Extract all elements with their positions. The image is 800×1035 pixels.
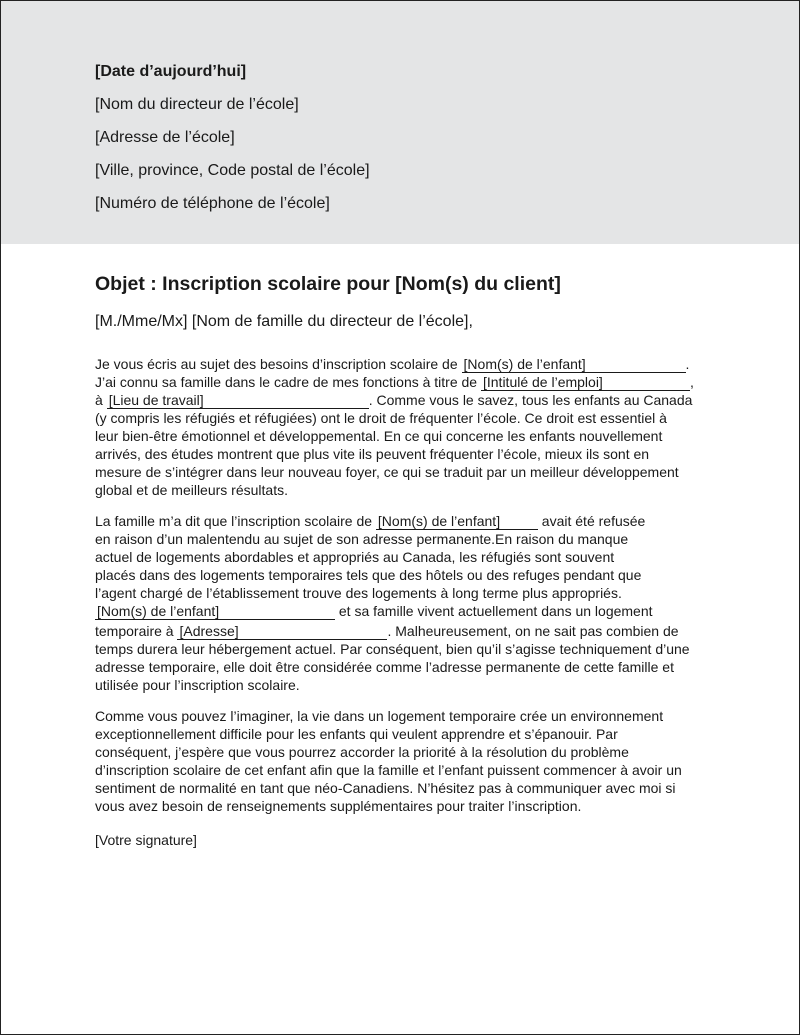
p2-line-4: placés dans des logements temporaires tels que des hôtels ou des refuges pendant que — [95, 567, 642, 583]
text: . — [685, 356, 690, 372]
p1-line-8: global et de meilleurs résultats. — [95, 482, 288, 498]
school-city-line: [Ville, province, Code postal de l’école] — [95, 162, 370, 179]
child-name-field[interactable]: [Nom(s) de l’enfant] — [462, 357, 686, 373]
job-title-field[interactable]: [Intitulé de l’emploi] — [481, 375, 690, 391]
child-name-field-3[interactable]: [Nom(s) de l’enfant] — [95, 604, 335, 620]
p2-line-8: temps durera leur hébergement actuel. Par conséquent, bien qu’il s’agisse techniquement d’une — [95, 641, 690, 657]
p2-line-5: l’agent chargé de l’établissement trouve des logements à long terme plus appropriés. — [95, 585, 622, 601]
p1-line-3 — [95, 391, 692, 409]
subject-heading: Objet : Inscription scolaire pour [Nom(s) du client] — [95, 273, 561, 295]
p1-line-2 — [95, 373, 694, 391]
p3-line-4: d’inscription scolaire de cet enfant afin que la famille et l’enfant puissent commencer à avoir un — [95, 762, 682, 778]
address-field[interactable]: [Adresse] — [177, 624, 387, 640]
p3-line-1: Comme vous pouvez l’imaginer, la vie dans un logement temporaire crée un environnement — [95, 708, 664, 724]
school-address-line: [Adresse de l’école] — [95, 129, 235, 146]
date-line: [Date d’aujourd’hui] — [95, 63, 247, 80]
p1-line-1 — [95, 355, 689, 373]
p1-line-7: mesure de s’intégrer dans leur nouveau foyer, ce qui se traduit par un meilleur développement — [95, 464, 679, 480]
text: , — [689, 374, 694, 390]
text: . Malheureusement, on ne sait pas combien de — [387, 623, 679, 639]
text: . Comme vous le savez, tous les enfants au Canada — [368, 392, 693, 408]
text: temporaire à — [95, 623, 178, 639]
p2-line-9: adresse temporaire, elle doit être considérée comme l’adresse permanente de cette famille et — [95, 659, 674, 675]
p3-line-2: exceptionnellement difficile pour les enfants qui veulent apprendre et s’épanouir. Par — [95, 726, 618, 742]
p1-line-4: (y compris les réfugiés et réfugiées) ont le droit de fréquenter l’école. Ce droit est essentiel à — [95, 410, 667, 426]
p1-line-5: leur bien-être émotionnel et développemental. En ce qui concerne les enfants nouvellement — [95, 428, 663, 444]
p2-line-10: utilisée pour l’inscription scolaire. — [95, 677, 300, 693]
p3-line-6: vous avez besoin de renseignements supplémentaires pour traiter l’inscription. — [95, 798, 582, 814]
child-name-field-2[interactable]: [Nom(s) de l’enfant] — [376, 514, 538, 530]
p3-line-5: sentiment de normalité en tant que néo-Canadiens. N’hésitez pas à communiquer avec moi si — [95, 780, 676, 796]
p2-line-6 — [95, 602, 653, 620]
text: La famille m’a dit que l’inscription scolaire de — [95, 513, 376, 529]
school-phone-line: [Numéro de téléphone de l’école] — [95, 195, 330, 212]
salutation: [M./Mme/Mx] [Nom de famille du directeur de l’école], — [95, 313, 473, 330]
text: à — [95, 392, 107, 408]
text: Je vous écris au sujet des besoins d’inscription scolaire de — [95, 356, 462, 372]
signature-line: [Votre signature] — [95, 832, 197, 848]
p2-line-2: en raison d’un malentendu au sujet de son adresse permanente.En raison du manque — [95, 531, 629, 547]
p2-line-7 — [95, 622, 679, 640]
letter-header — [1, 1, 799, 244]
text: J’ai connu sa famille dans le cadre de mes fonctions à titre de — [95, 374, 481, 390]
text: avait été refusée — [537, 513, 646, 529]
text: et sa famille vivent actuellement dans un logement — [335, 603, 653, 619]
p2-line-3: actuel de logements abordables et appropriés au Canada, les réfugiés sont souvent — [95, 549, 615, 565]
p3-line-3: conséquent, j’espère que vous pourrez accorder la priorité à la résolution du problème — [95, 744, 629, 760]
p2-line-1 — [95, 512, 645, 530]
principal-name-line: [Nom du directeur de l’école] — [95, 96, 299, 113]
p1-line-6: arrivés, des études montrent que plus vite ils peuvent fréquenter l’école, mieux ils sont en — [95, 446, 650, 462]
workplace-field[interactable]: [Lieu de travail] — [107, 393, 369, 409]
